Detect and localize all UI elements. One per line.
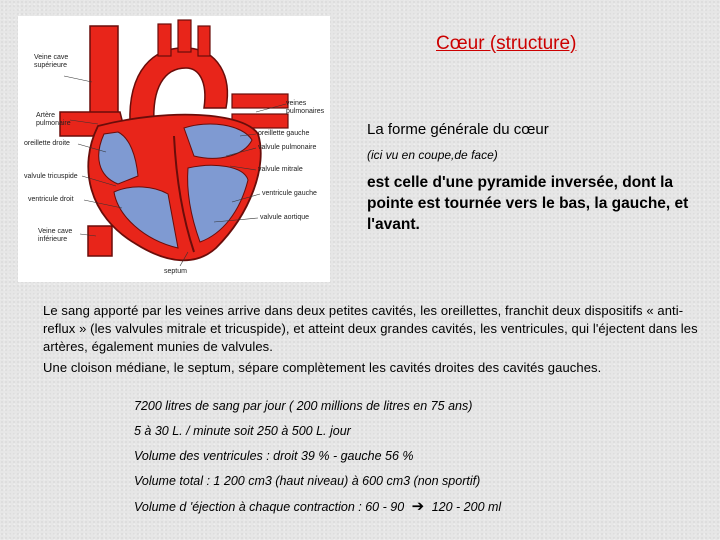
paragraph-blood-flow: Le sang apporté par les veines arrive dans deux petites cavités, les oreillettes, franchit deux dispositifs « anti-reflux » (les valvules mitrale et tricuspide), et atteint deux grandes cavités, les ventricules, qui l'éjectent dans les artères, également munies de valvules. [43,303,698,354]
aortic-arch [130,48,227,124]
stat-flow-rate: 5 à 30 L. / minute soit 250 à 500 L. jour [134,424,351,438]
label-tricuspid-valve: valvule tricuspide [24,173,78,180]
intro-block [367,120,707,235]
slide-title: Cœur (structure) [436,33,577,54]
intro-heading: La forme générale du cœur [367,121,549,138]
label-inferior-vena-cava: Veine cave inférieure [38,228,73,243]
aortic-branch-3 [198,26,210,56]
inferior-vena-cava [88,226,112,256]
stat-ejection-volume [134,498,694,516]
label-right-atrium: oreillette droite [24,140,70,147]
intro-body: est celle d'une pyramide inversée, dont la pointe est tournée vers le bas, la gauche, et l'avant. [367,174,689,233]
label-pulmonary-veins: veines pulmonaires [286,100,325,115]
label-aortic-valve: valvule aortique [260,214,310,221]
intro-note: (ici vu en coupe,de face) [367,148,498,162]
label-right-ventricle: ventricule droit [28,196,74,203]
arrow-right-icon: ➔ [411,498,425,515]
stat-total-volume: Volume total : 1 200 cm3 (haut niveau) à 600 cm3 (non sportif) [134,474,481,488]
aortic-branch-2 [178,20,191,52]
label-mitral-valve: valvule mitrale [258,166,303,173]
stat-ventricle-volume: Volume des ventricules : droit 39 % - gauche 56 % [134,449,414,463]
paragraph-septum: Une cloison médiane, le septum, sépare complètement les cavités droites des cavités gauches. [43,360,602,375]
label-left-ventricle: ventricule gauche [262,190,317,197]
label-superior-vena-cava: Veine cave supérieure [34,54,69,69]
heart-diagram [18,16,330,282]
stat-ejection-after: 120 - 200 ml [431,500,502,514]
stat-ejection-before: Volume d 'éjection à chaque contraction : 60 - 90 [134,500,405,514]
label-left-atrium: oreillette gauche [258,130,310,137]
superior-vena-cava [90,26,118,118]
label-septum: septum [164,268,187,275]
label-pulmonary-artery: Artère pulmonaire [36,112,71,127]
aortic-branch-1 [158,24,171,56]
left-ventricle-cavity [188,165,248,242]
stat-daily-volume: 7200 litres de sang par jour ( 200 millions de litres en 75 ans) [134,399,473,413]
label-pulmonary-valve: valvule pulmonaire [258,144,317,151]
stats-list [134,398,694,524]
